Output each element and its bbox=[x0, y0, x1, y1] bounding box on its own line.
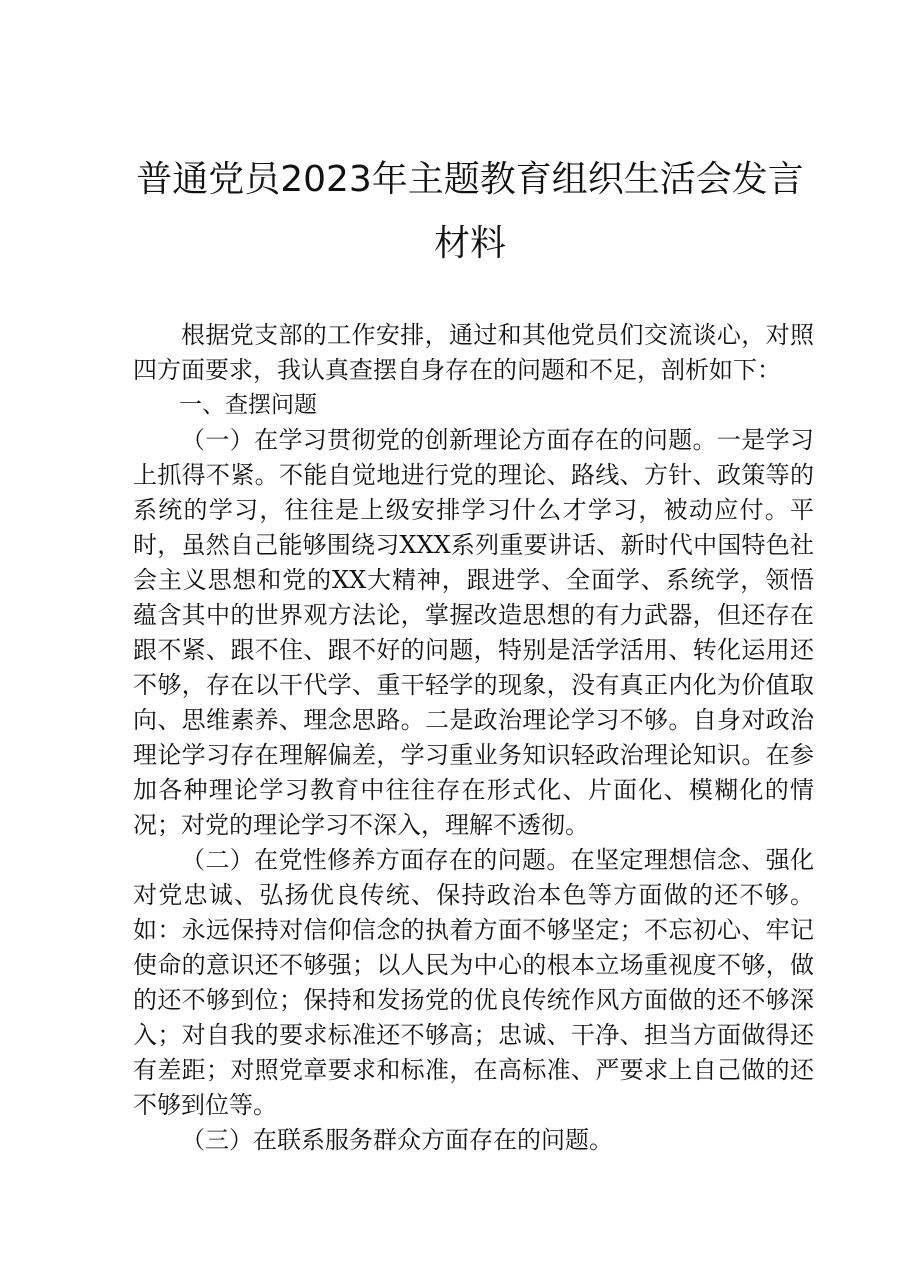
paragraph-1: （一）在学习贯彻党的创新理论方面存在的问题。一是学习上抓得不紧。不能自觉地进行党的理论、路线、方针、政策等的系统的学习，往往是上级安排学习什么才学习，被动应付。平时，虽然自己能够围绕习XXX系列重要讲话、新时代中国特色社会主义思想和党的XX大精神，跟进学、全面学、系统学，领悟蕴含其中的世界观方法论，掌握改造思想的有力武器，但还存在跟不紧、跟不住、跟不好的问题，特别是活学活用、转化运用还不够，存在以干代学、重干轻学的现象，没有真正内化为价值取向、思维素养、理念思路。二是政治理论学习不够。自身对政治理论学习存在理解偏差，学习重业务知识轻政治理论知识。在参加各种理论学习教育中往往存在形式化、片面化、模糊化的情况；对党的理论学习不深入，理解不透彻。 bbox=[133, 426, 814, 839]
paragraph-3: （三）在联系服务群众方面存在的问题。 bbox=[181, 1126, 613, 1154]
intro-paragraph: 根据党支部的工作安排，通过和其他党员们交流谈心，对照四方面要求，我认真查摆自身存在的问题和不足，剖析如下： bbox=[133, 321, 814, 384]
document-body bbox=[133, 318, 814, 1158]
paragraph-2: （二）在党性修养方面存在的问题。在坚定理想信念、强化对党忠诚、弘扬优良传统、保持政治本色等方面做的还不够。如：永远保持对信仰信念的执着方面不够坚定；不忘初心、牢记使命的意识还不够强；以人民为中心的根本立场重视度不够，做的还不够到位；保持和发扬党的优良传统作风方面做的还不够深入；对自我的要求标准还不够高；忠诚、干净、担当方面做得还有差距；对照党章要求和标准，在高标准、严要求上自己做的还不够到位等。 bbox=[133, 846, 814, 1119]
section-heading: 一、查摆问题 bbox=[179, 392, 317, 418]
document-title: 普通党员2023年主题教育组织生活会发言材料 bbox=[136, 159, 804, 264]
